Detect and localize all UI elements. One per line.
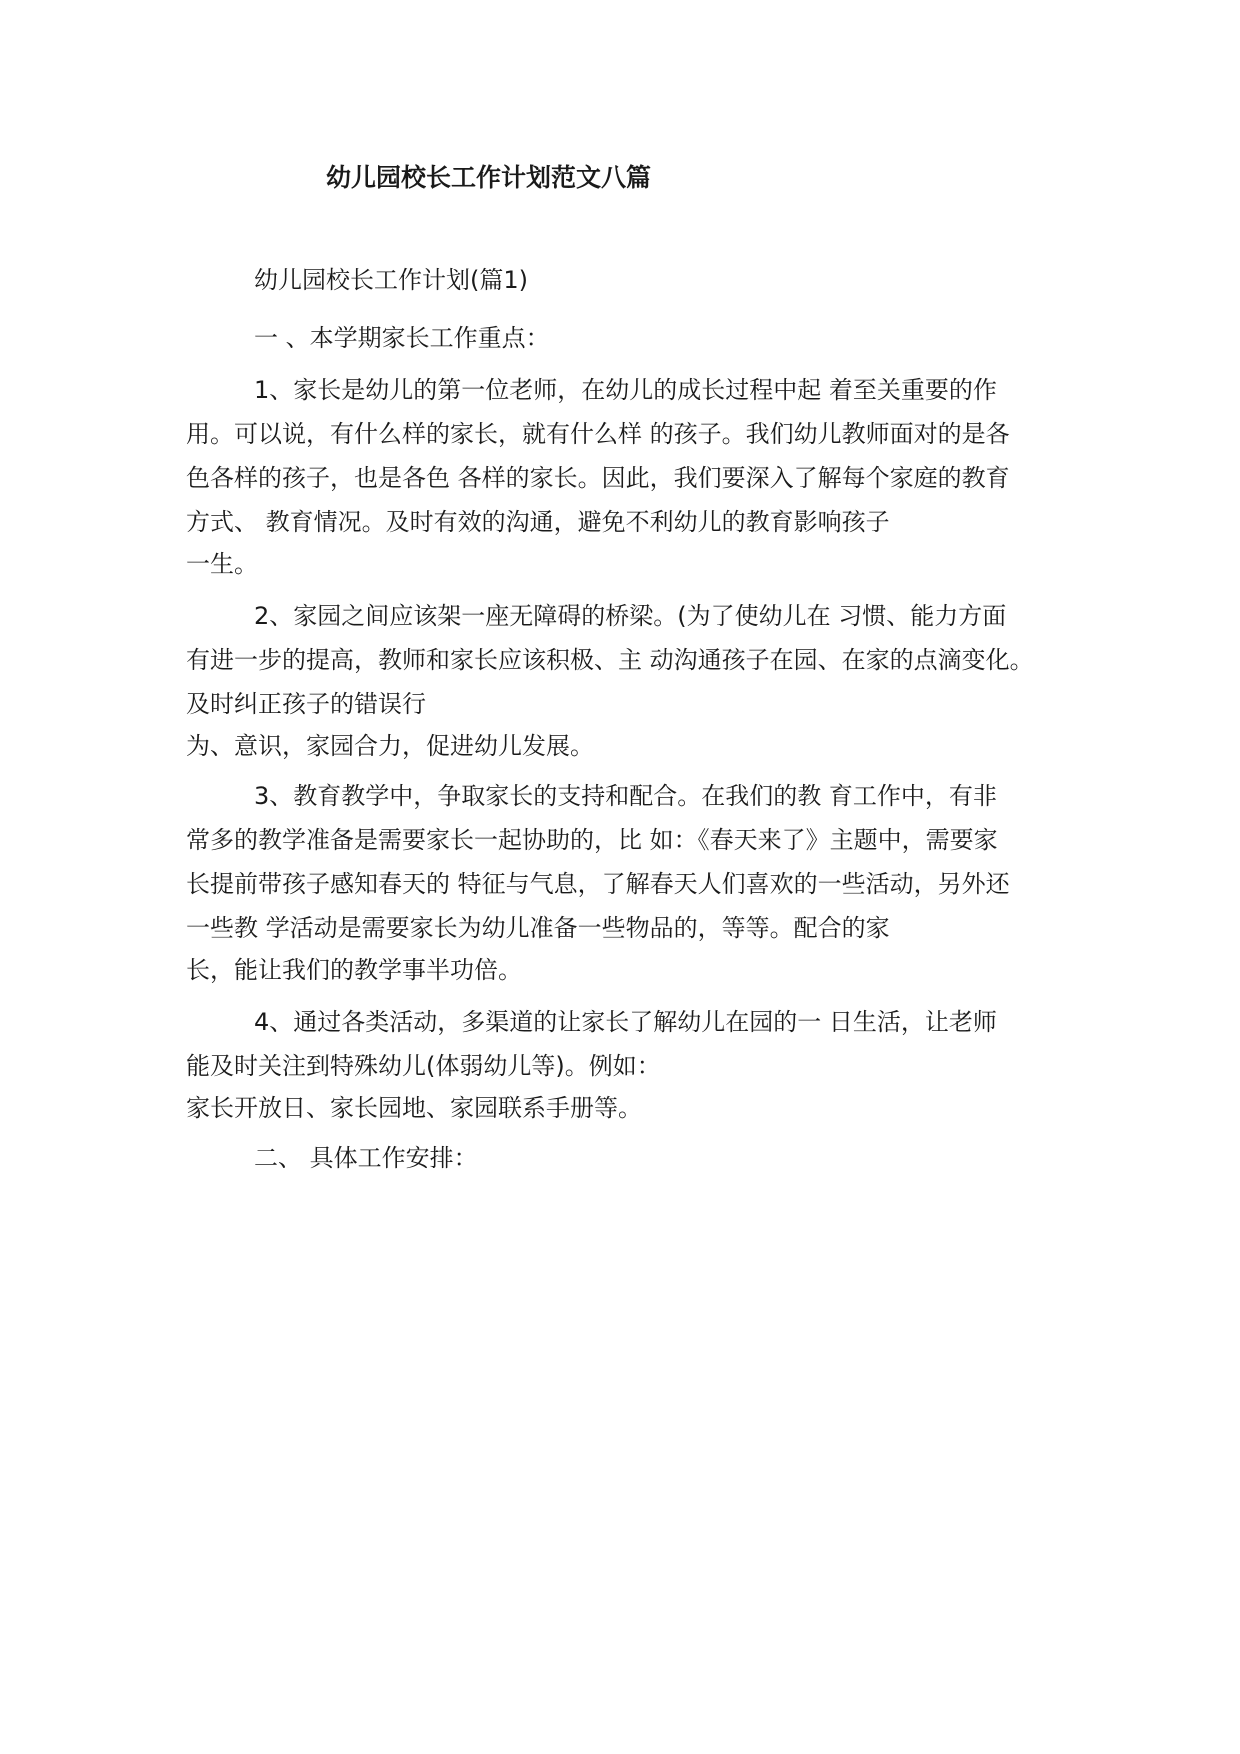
paragraph-1-line: 用。可以说，有什么样的家长，就有什么样 的孩子。我们幼儿教师面对的是各 xyxy=(186,420,1010,448)
paragraph-3-line: 长，能让我们的教学事半功倍。 xyxy=(186,956,522,984)
paragraph-3-line: 3、教育教学中，争取家长的支持和配合。在我们的教 育工作中，有非 xyxy=(254,782,997,810)
paragraph-1-line: 1、家长是幼儿的第一位老师，在幼儿的成长过程中起 着至关重要的作 xyxy=(254,376,997,404)
paragraph-1-line: 色各样的孩子，也是各色 各样的家长。因此，我们要深入了解每个家庭的教育 xyxy=(186,464,1010,492)
paragraph-4-line: 家长开放日、家长园地、家园联系手册等。 xyxy=(186,1094,642,1122)
paragraph-3-line: 长提前带孩子感知春天的 特征与气息，了解春天人们喜欢的一些活动，另外还 xyxy=(186,870,1010,898)
paragraph-2-line: 有进一步的提高，教师和家长应该积极、主 动沟通孩子在园、在家的点滴变化。 xyxy=(186,646,1034,674)
paragraph-1-line: 方式、 教育情况。及时有效的沟通，避免不利幼儿的教育影响孩子 xyxy=(186,508,890,536)
paragraph-2-line: 为、意识，家园合力，促进幼儿发展。 xyxy=(186,732,594,760)
paragraph-3-line: 一些教 学活动是需要家长为幼儿准备一些物品的，等等。配合的家 xyxy=(186,914,890,942)
paragraph-4-line: 能及时关注到特殊幼儿(体弱幼儿等)。例如： xyxy=(186,1052,661,1080)
document-subtitle: 幼儿园校长工作计划(篇1) xyxy=(254,266,528,294)
paragraph-2-line: 2、家园之间应该架一座无障碍的桥梁。(为了使幼儿在 习惯、能力方面 xyxy=(254,602,1007,630)
paragraph-2-line: 及时纠正孩子的错误行 xyxy=(186,690,426,718)
paragraph-3-line: 常多的教学准备是需要家长一起协助的，比 如：《春天来了》主题中，需要家 xyxy=(186,826,998,854)
paragraph-1-line: 一生。 xyxy=(186,550,258,578)
document-title: 幼儿园校长工作计划范文八篇 xyxy=(326,163,652,192)
section-heading-1: 一 、本学期家长工作重点： xyxy=(254,324,550,352)
section-heading-2: 二、 具体工作安排： xyxy=(254,1144,478,1172)
paragraph-4-line: 4、通过各类活动，多渠道的让家长了解幼儿在园的一 日生活，让老师 xyxy=(254,1008,997,1036)
